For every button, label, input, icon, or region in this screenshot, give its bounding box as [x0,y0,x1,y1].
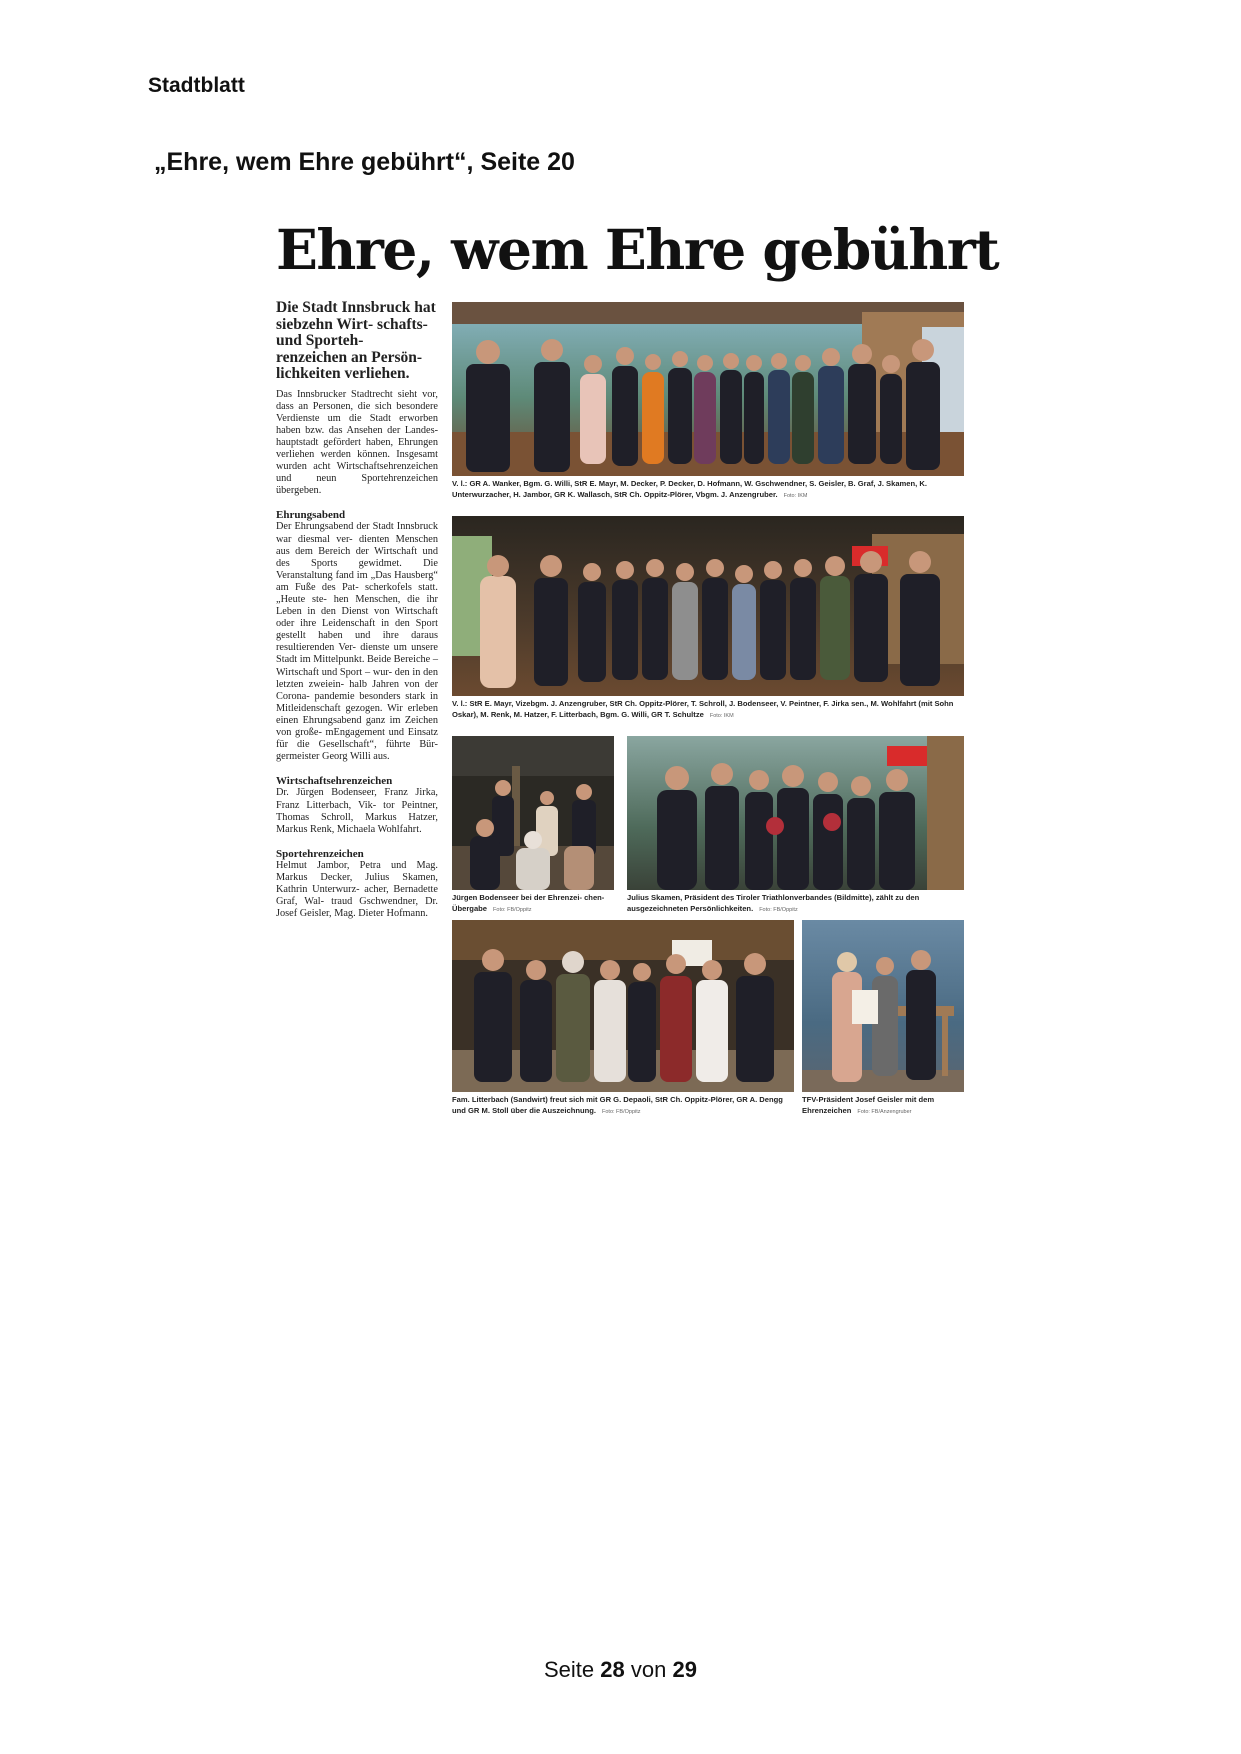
photo-caption [802,1094,964,1118]
photo-caption [452,478,964,502]
photo-credit: Foto: FB/Anzengruber [857,1109,912,1115]
photo-credit: Foto: FB/Oppitz [759,907,798,913]
photo-geisler [802,920,964,1092]
caption-text: Jürgen Bodenseer bei der Ehrenzei- chen-Übergabe [452,893,605,913]
footer-prefix: Seite [544,1657,595,1682]
section-heading-ehrungsabend: Ehrungsabend [276,509,346,522]
newspaper-clipping [276,217,999,1128]
photo-caption [627,892,964,916]
photo-skamen [627,736,964,890]
photo-litterbach [452,920,794,1092]
photo-bodenseer [452,736,614,890]
photo-credit: Foto: IKM [709,713,734,719]
current-page-number: 28 [600,1657,625,1682]
footer-middle: von [630,1657,667,1682]
photo-caption [452,698,964,722]
total-page-count: 29 [672,1657,697,1682]
article-text-column [276,300,438,924]
article-headline: Ehre, wem Ehre gebührt [276,217,999,282]
page-footer [0,1657,1241,1683]
article-lead: Die Stadt Innsbruck hat siebzehn Wirt- schafts- und Sporteh- renzeichen an Persön- lichkeiten verliehen. [276,299,436,382]
section-heading-sport: Sportehrenzeichen [276,847,364,860]
photo-credit: Foto: IKM [783,493,808,499]
photo-credit: Foto: FB/Oppitz [602,1109,641,1115]
section-text-wirtschaft: Dr. Jürgen Bodenseer, Franz Jirka, Franz Litterbach, Vik- tor Peintner, Thomas Schroll, Markus Hatzer, Markus Renk, Michaela Wohlfahrt. [276,787,438,835]
section-text-ehrungsabend: Der Ehrungsabend der Stadt Innsbruck war diesmal ver- dienten Menschen aus dem Bereich der Wirtschaft und des Sports gewidmet. Die Veranstaltung fand im „Das Hausberg“ am Fuße des Pat- scherkofels statt. „Heute ste- hen Menschen, die ihr Leben in den Dienst von Wirtschaft oder ihre Leidenschaft in den Sport gestellt haben und ihre daraus resultierenden Ver- dienste um unsere Stadt im Mittelpunkt. Beide Bereiche – Wirtschaft und Sport – wur- den in den letzten zweiein- halb Jahren von der Corona- pandemie besonders stark in Mitleidenschaft gezogen. Wir erleben einen Ehrungsabend ganz im Zeichen von große- mEngagement und Einsatz für die Gesellschaft“, führte Bür- germeister Georg Willi aus. [276,521,438,763]
section-text-sport: Helmut Jambor, Petra und Mag. Markus Decker, Julius Skamen, Kathrin Unterwurz- acher, Bernadette Graf, Wal- traud Gschwendner, Dr. Josef Geisler, Mag. Dieter Hofmann. [276,859,438,920]
group-photo-wirtschaft [452,516,964,696]
photo-credit: Foto: FB/Oppitz [493,907,532,913]
publication-name: Stadtblatt [148,74,245,97]
caption-text: Julius Skamen, Präsident des Tiroler Triathlonverbandes (Bildmitte), zählt zu den ausgezeichneten Persönlichkeiten. [627,893,920,913]
caption-text: V. l.: StR E. Mayr, Vizebgm. J. Anzengruber, StR Ch. Oppitz-Plörer, T. Schroll, J. Bodenseer, V. Peintner, F. Jirka sen., M. Wohlfahrt (mit Sohn Oskar), M. Renk, M. Hatzer, F. Litterbach, Bgm. G. Willi, GR T. Schultze [452,699,954,719]
caption-text: TFV-Präsident Josef Geisler mit dem Ehrenzeichen [802,1095,935,1115]
caption-text: Fam. Litterbach (Sandwirt) freut sich mit GR G. Depaoli, StR Ch. Oppitz-Plörer, GR A. Dengg und GR M. Stoll über die Auszeichnung. [452,1095,783,1115]
photo-caption [452,1094,794,1118]
photo-caption [452,892,614,916]
article-intro: Das Innsbrucker Stadtrecht sieht vor, dass an Personen, die sich besondere Verdienste um die Stadt erworben haben bzw. das Ansehen der Landes- hauptstadt gefördert haben, Ehrungen verliehen werden können. Insgesamt wurden acht Wirtschaftsehrenzeichen und neun Sportehrenzeichen übergeben. [276,388,438,497]
article-reference: „Ehre, wem Ehre gebührt“, Seite 20 [154,148,575,176]
section-heading-wirtschaft: Wirtschaftsehrenzeichen [276,775,393,788]
group-photo-sport [452,302,964,476]
caption-text: V. l.: GR A. Wanker, Bgm. G. Willi, StR E. Mayr, M. Decker, P. Decker, D. Hofmann, W. Gschwendner, S. Geisler, B. Graf, J. Skamen, K. Unterwurzacher, H. Jambor, GR K. Wallasch, StR Ch. Oppitz-Plörer, Vbgm. J. Anzengruber. [452,479,927,499]
